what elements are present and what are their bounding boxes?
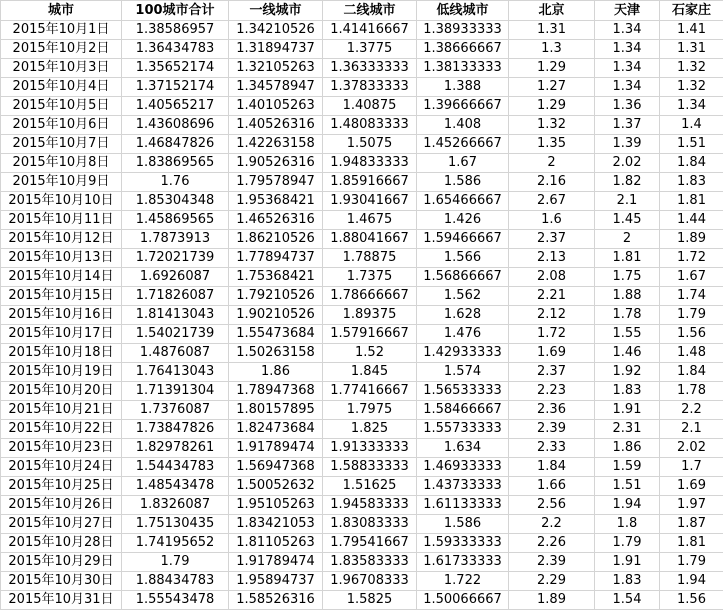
cell-tier1[interactable]: 1.90526316 — [229, 154, 323, 173]
table-row — [1, 249, 723, 268]
cell-tianjin[interactable]: 1.34 — [595, 21, 660, 40]
cell-tier2[interactable]: 1.94583333 — [323, 496, 417, 515]
cell-tier2[interactable]: 1.83583333 — [323, 553, 417, 572]
cell-beijing[interactable]: 2.37 — [509, 363, 595, 382]
date-cell[interactable]: 2015年10月13日 — [1, 249, 122, 268]
cell-shijiazhuang[interactable]: 1.74 — [660, 287, 723, 306]
table-row — [1, 192, 723, 211]
cell-shijiazhuang[interactable]: 1.79 — [660, 553, 723, 572]
cell-tier2[interactable]: 1.41416667 — [323, 21, 417, 40]
cell-100-cities-total[interactable]: 1.7376087 — [122, 401, 229, 420]
cell-beijing[interactable]: 1.29 — [509, 59, 595, 78]
cell-lower-tier[interactable]: 1.408 — [417, 116, 509, 135]
cell-shijiazhuang[interactable]: 1.4 — [660, 116, 723, 135]
cell-tianjin[interactable]: 1.94 — [595, 496, 660, 515]
cell-tier2[interactable]: 1.78666667 — [323, 287, 417, 306]
cell-100-cities-total[interactable]: 1.7873913 — [122, 230, 229, 249]
cell-tier1[interactable]: 1.81105263 — [229, 534, 323, 553]
cell-lower-tier[interactable]: 1.634 — [417, 439, 509, 458]
cell-lower-tier[interactable]: 1.55733333 — [417, 420, 509, 439]
cell-lower-tier[interactable]: 1.476 — [417, 325, 509, 344]
table-row — [1, 59, 723, 78]
cell-tier1[interactable]: 1.34578947 — [229, 78, 323, 97]
cell-lower-tier[interactable]: 1.61133333 — [417, 496, 509, 515]
cell-tianjin[interactable]: 1.37 — [595, 116, 660, 135]
cell-tier1[interactable]: 1.46526316 — [229, 211, 323, 230]
cell-tianjin[interactable]: 1.78 — [595, 306, 660, 325]
cell-tier1[interactable]: 1.95894737 — [229, 572, 323, 591]
header-tier2-cities[interactable]: 二线城市 — [323, 1, 417, 21]
date-cell[interactable]: 2015年10月5日 — [1, 97, 122, 116]
cell-shijiazhuang[interactable]: 1.84 — [660, 154, 723, 173]
cell-tier2[interactable]: 1.4675 — [323, 211, 417, 230]
cell-100-cities-total[interactable]: 1.8326087 — [122, 496, 229, 515]
cell-tianjin[interactable]: 1.91 — [595, 401, 660, 420]
cell-100-cities-total[interactable]: 1.6926087 — [122, 268, 229, 287]
date-cell[interactable]: 2015年10月21日 — [1, 401, 122, 420]
cell-tier1[interactable]: 1.95368421 — [229, 192, 323, 211]
cell-lower-tier[interactable]: 1.50066667 — [417, 591, 509, 610]
cell-lower-tier[interactable]: 1.562 — [417, 287, 509, 306]
table-row — [1, 572, 723, 591]
cell-tier1[interactable]: 1.83421053 — [229, 515, 323, 534]
cell-tier2[interactable]: 1.58833333 — [323, 458, 417, 477]
cell-shijiazhuang[interactable]: 1.44 — [660, 211, 723, 230]
cell-beijing[interactable]: 1.29 — [509, 97, 595, 116]
cell-shijiazhuang[interactable]: 1.34 — [660, 97, 723, 116]
header-beijing[interactable]: 北京 — [509, 1, 595, 21]
cell-100-cities-total[interactable]: 1.71826087 — [122, 287, 229, 306]
cell-tier2[interactable]: 1.825 — [323, 420, 417, 439]
cell-100-cities-total[interactable]: 1.75130435 — [122, 515, 229, 534]
cell-tier2[interactable]: 1.5075 — [323, 135, 417, 154]
cell-tier2[interactable]: 1.52 — [323, 344, 417, 363]
cell-beijing[interactable]: 2.36 — [509, 401, 595, 420]
cell-tianjin[interactable]: 1.82 — [595, 173, 660, 192]
table-row — [1, 363, 723, 382]
cell-shijiazhuang[interactable]: 1.67 — [660, 268, 723, 287]
cell-beijing[interactable]: 2.39 — [509, 420, 595, 439]
cell-tier2[interactable]: 1.845 — [323, 363, 417, 382]
date-cell[interactable]: 2015年10月30日 — [1, 572, 122, 591]
cell-beijing[interactable]: 1.27 — [509, 78, 595, 97]
table-row — [1, 306, 723, 325]
cell-tier2[interactable]: 1.37833333 — [323, 78, 417, 97]
cell-100-cities-total[interactable]: 1.48543478 — [122, 477, 229, 496]
table-row — [1, 211, 723, 230]
header-row — [1, 1, 723, 21]
cell-tianjin[interactable]: 2.31 — [595, 420, 660, 439]
cell-lower-tier[interactable]: 1.38666667 — [417, 40, 509, 59]
cell-lower-tier[interactable]: 1.42933333 — [417, 344, 509, 363]
cell-tier1[interactable]: 1.91789474 — [229, 553, 323, 572]
date-cell[interactable]: 2015年10月28日 — [1, 534, 122, 553]
cell-beijing[interactable]: 2.56 — [509, 496, 595, 515]
cell-tianjin[interactable]: 1.59 — [595, 458, 660, 477]
cell-tier1[interactable]: 1.91789474 — [229, 439, 323, 458]
cell-tier1[interactable]: 1.42263158 — [229, 135, 323, 154]
cell-100-cities-total[interactable]: 1.82978261 — [122, 439, 229, 458]
cell-tianjin[interactable]: 1.45 — [595, 211, 660, 230]
cell-lower-tier[interactable]: 1.61733333 — [417, 553, 509, 572]
date-cell[interactable]: 2015年10月29日 — [1, 553, 122, 572]
date-cell[interactable]: 2015年10月3日 — [1, 59, 122, 78]
cell-tier2[interactable]: 1.40875 — [323, 97, 417, 116]
cell-tianjin[interactable]: 2 — [595, 230, 660, 249]
cell-shijiazhuang[interactable]: 1.81 — [660, 534, 723, 553]
cell-tier2[interactable]: 1.94833333 — [323, 154, 417, 173]
cell-tier2[interactable]: 1.51625 — [323, 477, 417, 496]
cell-lower-tier[interactable]: 1.58466667 — [417, 401, 509, 420]
cell-tier2[interactable]: 1.7975 — [323, 401, 417, 420]
cell-tianjin[interactable]: 2.1 — [595, 192, 660, 211]
table-row — [1, 477, 723, 496]
cell-lower-tier[interactable]: 1.574 — [417, 363, 509, 382]
cell-tianjin[interactable]: 1.34 — [595, 78, 660, 97]
cell-100-cities-total[interactable]: 1.38586957 — [122, 21, 229, 40]
table-row — [1, 420, 723, 439]
cell-beijing[interactable]: 1.32 — [509, 116, 595, 135]
table-row — [1, 325, 723, 344]
cell-tier2[interactable]: 1.85916667 — [323, 173, 417, 192]
cell-beijing[interactable]: 1.69 — [509, 344, 595, 363]
cell-tianjin[interactable]: 1.36 — [595, 97, 660, 116]
header-tier1-cities[interactable]: 一线城市 — [229, 1, 323, 21]
cell-lower-tier[interactable]: 1.43733333 — [417, 477, 509, 496]
cell-tier1[interactable]: 1.31894737 — [229, 40, 323, 59]
cell-tier2[interactable]: 1.77416667 — [323, 382, 417, 401]
cell-tianjin[interactable]: 1.81 — [595, 249, 660, 268]
cell-shijiazhuang[interactable]: 1.51 — [660, 135, 723, 154]
cell-100-cities-total[interactable]: 1.55543478 — [122, 591, 229, 610]
cell-tier2[interactable]: 1.57916667 — [323, 325, 417, 344]
cell-100-cities-total[interactable]: 1.4876087 — [122, 344, 229, 363]
date-cell[interactable]: 2015年10月1日 — [1, 21, 122, 40]
cell-tier2[interactable]: 1.5825 — [323, 591, 417, 610]
cell-shijiazhuang[interactable]: 1.69 — [660, 477, 723, 496]
table-row — [1, 78, 723, 97]
table-row — [1, 534, 723, 553]
cell-beijing[interactable]: 1.35 — [509, 135, 595, 154]
table-row — [1, 382, 723, 401]
header-lower-tier-cities[interactable]: 低线城市 — [417, 1, 509, 21]
cell-shijiazhuang[interactable]: 1.41 — [660, 21, 723, 40]
cell-shijiazhuang[interactable]: 1.83 — [660, 173, 723, 192]
header-shijiazhuang[interactable]: 石家庄 — [660, 1, 723, 21]
date-cell[interactable]: 2015年10月18日 — [1, 344, 122, 363]
cell-shijiazhuang[interactable]: 1.87 — [660, 515, 723, 534]
cell-100-cities-total[interactable]: 1.71391304 — [122, 382, 229, 401]
cell-tianjin[interactable]: 1.86 — [595, 439, 660, 458]
cell-shijiazhuang[interactable]: 1.97 — [660, 496, 723, 515]
table-row — [1, 401, 723, 420]
cell-lower-tier[interactable]: 1.65466667 — [417, 192, 509, 211]
cell-tianjin[interactable]: 1.46 — [595, 344, 660, 363]
cell-shijiazhuang[interactable]: 2.02 — [660, 439, 723, 458]
cell-tianjin[interactable]: 1.54 — [595, 591, 660, 610]
cell-100-cities-total[interactable]: 1.76 — [122, 173, 229, 192]
cell-tier2[interactable]: 1.78875 — [323, 249, 417, 268]
cell-lower-tier[interactable]: 1.628 — [417, 306, 509, 325]
table-row — [1, 116, 723, 135]
table-row — [1, 97, 723, 116]
date-cell[interactable]: 2015年10月31日 — [1, 591, 122, 610]
date-cell[interactable]: 2015年10月2日 — [1, 40, 122, 59]
date-cell[interactable]: 2015年10月27日 — [1, 515, 122, 534]
date-cell[interactable]: 2015年10月24日 — [1, 458, 122, 477]
cell-tier2[interactable]: 1.91333333 — [323, 439, 417, 458]
cell-lower-tier[interactable]: 1.426 — [417, 211, 509, 230]
cell-100-cities-total[interactable]: 1.40565217 — [122, 97, 229, 116]
cell-tier1[interactable]: 1.50052632 — [229, 477, 323, 496]
table-row — [1, 230, 723, 249]
date-cell[interactable]: 2015年10月26日 — [1, 496, 122, 515]
cell-shijiazhuang[interactable]: 1.94 — [660, 572, 723, 591]
cell-100-cities-total[interactable]: 1.37152174 — [122, 78, 229, 97]
cell-beijing[interactable]: 1.66 — [509, 477, 595, 496]
cell-tier2[interactable]: 1.7375 — [323, 268, 417, 287]
date-cell[interactable]: 2015年10月19日 — [1, 363, 122, 382]
cell-shijiazhuang[interactable]: 1.32 — [660, 59, 723, 78]
cell-beijing[interactable]: 2.39 — [509, 553, 595, 572]
cell-lower-tier[interactable]: 1.38133333 — [417, 59, 509, 78]
cell-beijing[interactable]: 2.29 — [509, 572, 595, 591]
cell-lower-tier[interactable]: 1.586 — [417, 515, 509, 534]
table-row — [1, 344, 723, 363]
cell-shijiazhuang[interactable]: 1.56 — [660, 325, 723, 344]
cell-beijing[interactable]: 1.3 — [509, 40, 595, 59]
cell-beijing[interactable]: 2 — [509, 154, 595, 173]
cell-lower-tier[interactable]: 1.56533333 — [417, 382, 509, 401]
cell-beijing[interactable]: 2.21 — [509, 287, 595, 306]
cell-lower-tier[interactable]: 1.59466667 — [417, 230, 509, 249]
cell-tianjin[interactable]: 1.75 — [595, 268, 660, 287]
cell-tier1[interactable]: 1.95105263 — [229, 496, 323, 515]
cell-shijiazhuang[interactable]: 2.2 — [660, 401, 723, 420]
cell-lower-tier[interactable]: 1.45266667 — [417, 135, 509, 154]
cell-lower-tier[interactable]: 1.38933333 — [417, 21, 509, 40]
cell-100-cities-total[interactable]: 1.88434783 — [122, 572, 229, 591]
cell-100-cities-total[interactable]: 1.74195652 — [122, 534, 229, 553]
cell-lower-tier[interactable]: 1.722 — [417, 572, 509, 591]
cell-tianjin[interactable]: 1.92 — [595, 363, 660, 382]
cell-100-cities-total[interactable]: 1.46847826 — [122, 135, 229, 154]
cell-lower-tier[interactable]: 1.39666667 — [417, 97, 509, 116]
date-cell[interactable]: 2015年10月8日 — [1, 154, 122, 173]
cell-100-cities-total[interactable]: 1.43608696 — [122, 116, 229, 135]
table-row — [1, 287, 723, 306]
cell-beijing[interactable]: 2.2 — [509, 515, 595, 534]
cell-tier1[interactable]: 1.79578947 — [229, 173, 323, 192]
cell-100-cities-total[interactable]: 1.54021739 — [122, 325, 229, 344]
table-row — [1, 21, 723, 40]
date-cell[interactable]: 2015年10月23日 — [1, 439, 122, 458]
cell-100-cities-total[interactable]: 1.45869565 — [122, 211, 229, 230]
cell-tier1[interactable]: 1.77894737 — [229, 249, 323, 268]
cell-shijiazhuang[interactable]: 1.7 — [660, 458, 723, 477]
cell-shijiazhuang[interactable]: 1.56 — [660, 591, 723, 610]
cell-shijiazhuang[interactable]: 1.72 — [660, 249, 723, 268]
cell-shijiazhuang[interactable]: 1.78 — [660, 382, 723, 401]
cell-tier1[interactable]: 1.50263158 — [229, 344, 323, 363]
cell-beijing[interactable]: 1.6 — [509, 211, 595, 230]
date-cell[interactable]: 2015年10月16日 — [1, 306, 122, 325]
cell-tier2[interactable]: 1.79541667 — [323, 534, 417, 553]
cell-100-cities-total[interactable]: 1.73847826 — [122, 420, 229, 439]
date-cell[interactable]: 2015年10月6日 — [1, 116, 122, 135]
cell-tianjin[interactable]: 1.8 — [595, 515, 660, 534]
cell-lower-tier[interactable]: 1.67 — [417, 154, 509, 173]
cell-tier1[interactable]: 1.58526316 — [229, 591, 323, 610]
cell-shijiazhuang[interactable]: 1.89 — [660, 230, 723, 249]
date-cell[interactable]: 2015年10月10日 — [1, 192, 122, 211]
cell-beijing[interactable]: 2.33 — [509, 439, 595, 458]
cell-shijiazhuang[interactable]: 1.32 — [660, 78, 723, 97]
cell-100-cities-total[interactable]: 1.35652174 — [122, 59, 229, 78]
cell-100-cities-total[interactable]: 1.83869565 — [122, 154, 229, 173]
date-cell[interactable]: 2015年10月25日 — [1, 477, 122, 496]
header-100-cities-total[interactable]: 100城市合计 — [122, 1, 229, 21]
cell-beijing[interactable]: 1.72 — [509, 325, 595, 344]
cell-tier1[interactable]: 1.56947368 — [229, 458, 323, 477]
cell-tier1[interactable]: 1.78947368 — [229, 382, 323, 401]
cell-100-cities-total[interactable]: 1.76413043 — [122, 363, 229, 382]
table-body — [1, 21, 723, 610]
cell-100-cities-total[interactable]: 1.85304348 — [122, 192, 229, 211]
cell-shijiazhuang[interactable]: 1.79 — [660, 306, 723, 325]
cell-tier2[interactable]: 1.3775 — [323, 40, 417, 59]
cell-tier2[interactable]: 1.83083333 — [323, 515, 417, 534]
table-row — [1, 591, 723, 610]
cell-tianjin[interactable]: 1.34 — [595, 59, 660, 78]
cell-beijing[interactable]: 2.16 — [509, 173, 595, 192]
cell-shijiazhuang[interactable]: 1.81 — [660, 192, 723, 211]
table-row — [1, 439, 723, 458]
date-cell[interactable]: 2015年10月14日 — [1, 268, 122, 287]
cell-tier2[interactable]: 1.93041667 — [323, 192, 417, 211]
cell-tianjin[interactable]: 1.39 — [595, 135, 660, 154]
cell-tianjin[interactable]: 1.55 — [595, 325, 660, 344]
cell-tier1[interactable]: 1.34210526 — [229, 21, 323, 40]
table-row — [1, 154, 723, 173]
date-cell[interactable]: 2015年10月22日 — [1, 420, 122, 439]
table-row — [1, 135, 723, 154]
table-row — [1, 173, 723, 192]
date-cell[interactable]: 2015年10月11日 — [1, 211, 122, 230]
cell-tier2[interactable]: 1.36333333 — [323, 59, 417, 78]
date-cell[interactable]: 2015年10月9日 — [1, 173, 122, 192]
cell-tier1[interactable]: 1.82473684 — [229, 420, 323, 439]
cell-tier1[interactable]: 1.75368421 — [229, 268, 323, 287]
cell-beijing[interactable]: 2.26 — [509, 534, 595, 553]
cell-beijing[interactable]: 2.23 — [509, 382, 595, 401]
date-cell[interactable]: 2015年10月20日 — [1, 382, 122, 401]
date-cell[interactable]: 2015年10月12日 — [1, 230, 122, 249]
cell-tianjin[interactable]: 1.91 — [595, 553, 660, 572]
table-row — [1, 496, 723, 515]
cell-100-cities-total[interactable]: 1.81413043 — [122, 306, 229, 325]
header-city[interactable]: 城市 — [1, 1, 122, 21]
cell-tier2[interactable]: 1.88041667 — [323, 230, 417, 249]
cell-tianjin[interactable]: 1.83 — [595, 382, 660, 401]
table-row — [1, 40, 723, 59]
cell-lower-tier[interactable]: 1.56866667 — [417, 268, 509, 287]
cell-tier1[interactable]: 1.80157895 — [229, 401, 323, 420]
cell-beijing[interactable]: 2.67 — [509, 192, 595, 211]
date-cell[interactable]: 2015年10月4日 — [1, 78, 122, 97]
cell-lower-tier[interactable]: 1.586 — [417, 173, 509, 192]
cell-100-cities-total[interactable]: 1.54434783 — [122, 458, 229, 477]
cell-tianjin[interactable]: 1.83 — [595, 572, 660, 591]
cell-100-cities-total[interactable]: 1.79 — [122, 553, 229, 572]
cell-shijiazhuang[interactable]: 1.31 — [660, 40, 723, 59]
cell-beijing[interactable]: 1.84 — [509, 458, 595, 477]
cell-lower-tier[interactable]: 1.46933333 — [417, 458, 509, 477]
table-row — [1, 268, 723, 287]
cell-tier1[interactable]: 1.86 — [229, 363, 323, 382]
cell-beijing[interactable]: 2.13 — [509, 249, 595, 268]
cell-tier2[interactable]: 1.89375 — [323, 306, 417, 325]
cell-tier2[interactable]: 1.48083333 — [323, 116, 417, 135]
cell-beijing[interactable]: 1.89 — [509, 591, 595, 610]
cell-beijing[interactable]: 2.37 — [509, 230, 595, 249]
cell-beijing[interactable]: 2.12 — [509, 306, 595, 325]
cell-shijiazhuang[interactable]: 1.84 — [660, 363, 723, 382]
table-row — [1, 515, 723, 534]
cell-shijiazhuang[interactable]: 1.48 — [660, 344, 723, 363]
cell-tier2[interactable]: 1.96708333 — [323, 572, 417, 591]
cell-tier1[interactable]: 1.40526316 — [229, 116, 323, 135]
table-row — [1, 458, 723, 477]
cell-tier1[interactable]: 1.32105263 — [229, 59, 323, 78]
cell-lower-tier[interactable]: 1.566 — [417, 249, 509, 268]
cell-beijing[interactable]: 1.31 — [509, 21, 595, 40]
header-tianjin[interactable]: 天津 — [595, 1, 660, 21]
cell-lower-tier[interactable]: 1.388 — [417, 78, 509, 97]
cell-tianjin[interactable]: 1.79 — [595, 534, 660, 553]
cell-tianjin[interactable]: 1.88 — [595, 287, 660, 306]
cell-tier1[interactable]: 1.90210526 — [229, 306, 323, 325]
table-row — [1, 553, 723, 572]
cell-tianjin[interactable]: 1.34 — [595, 40, 660, 59]
cell-beijing[interactable]: 2.08 — [509, 268, 595, 287]
cell-100-cities-total[interactable]: 1.72021739 — [122, 249, 229, 268]
cell-shijiazhuang[interactable]: 2.1 — [660, 420, 723, 439]
cell-tianjin[interactable]: 1.51 — [595, 477, 660, 496]
cell-tier1[interactable]: 1.86210526 — [229, 230, 323, 249]
cell-tier1[interactable]: 1.79210526 — [229, 287, 323, 306]
date-cell[interactable]: 2015年10月7日 — [1, 135, 122, 154]
cell-tianjin[interactable]: 2.02 — [595, 154, 660, 173]
cell-lower-tier[interactable]: 1.59333333 — [417, 534, 509, 553]
date-cell[interactable]: 2015年10月15日 — [1, 287, 122, 306]
cell-tier1[interactable]: 1.40105263 — [229, 97, 323, 116]
date-cell[interactable]: 2015年10月17日 — [1, 325, 122, 344]
cell-tier1[interactable]: 1.55473684 — [229, 325, 323, 344]
cell-100-cities-total[interactable]: 1.36434783 — [122, 40, 229, 59]
